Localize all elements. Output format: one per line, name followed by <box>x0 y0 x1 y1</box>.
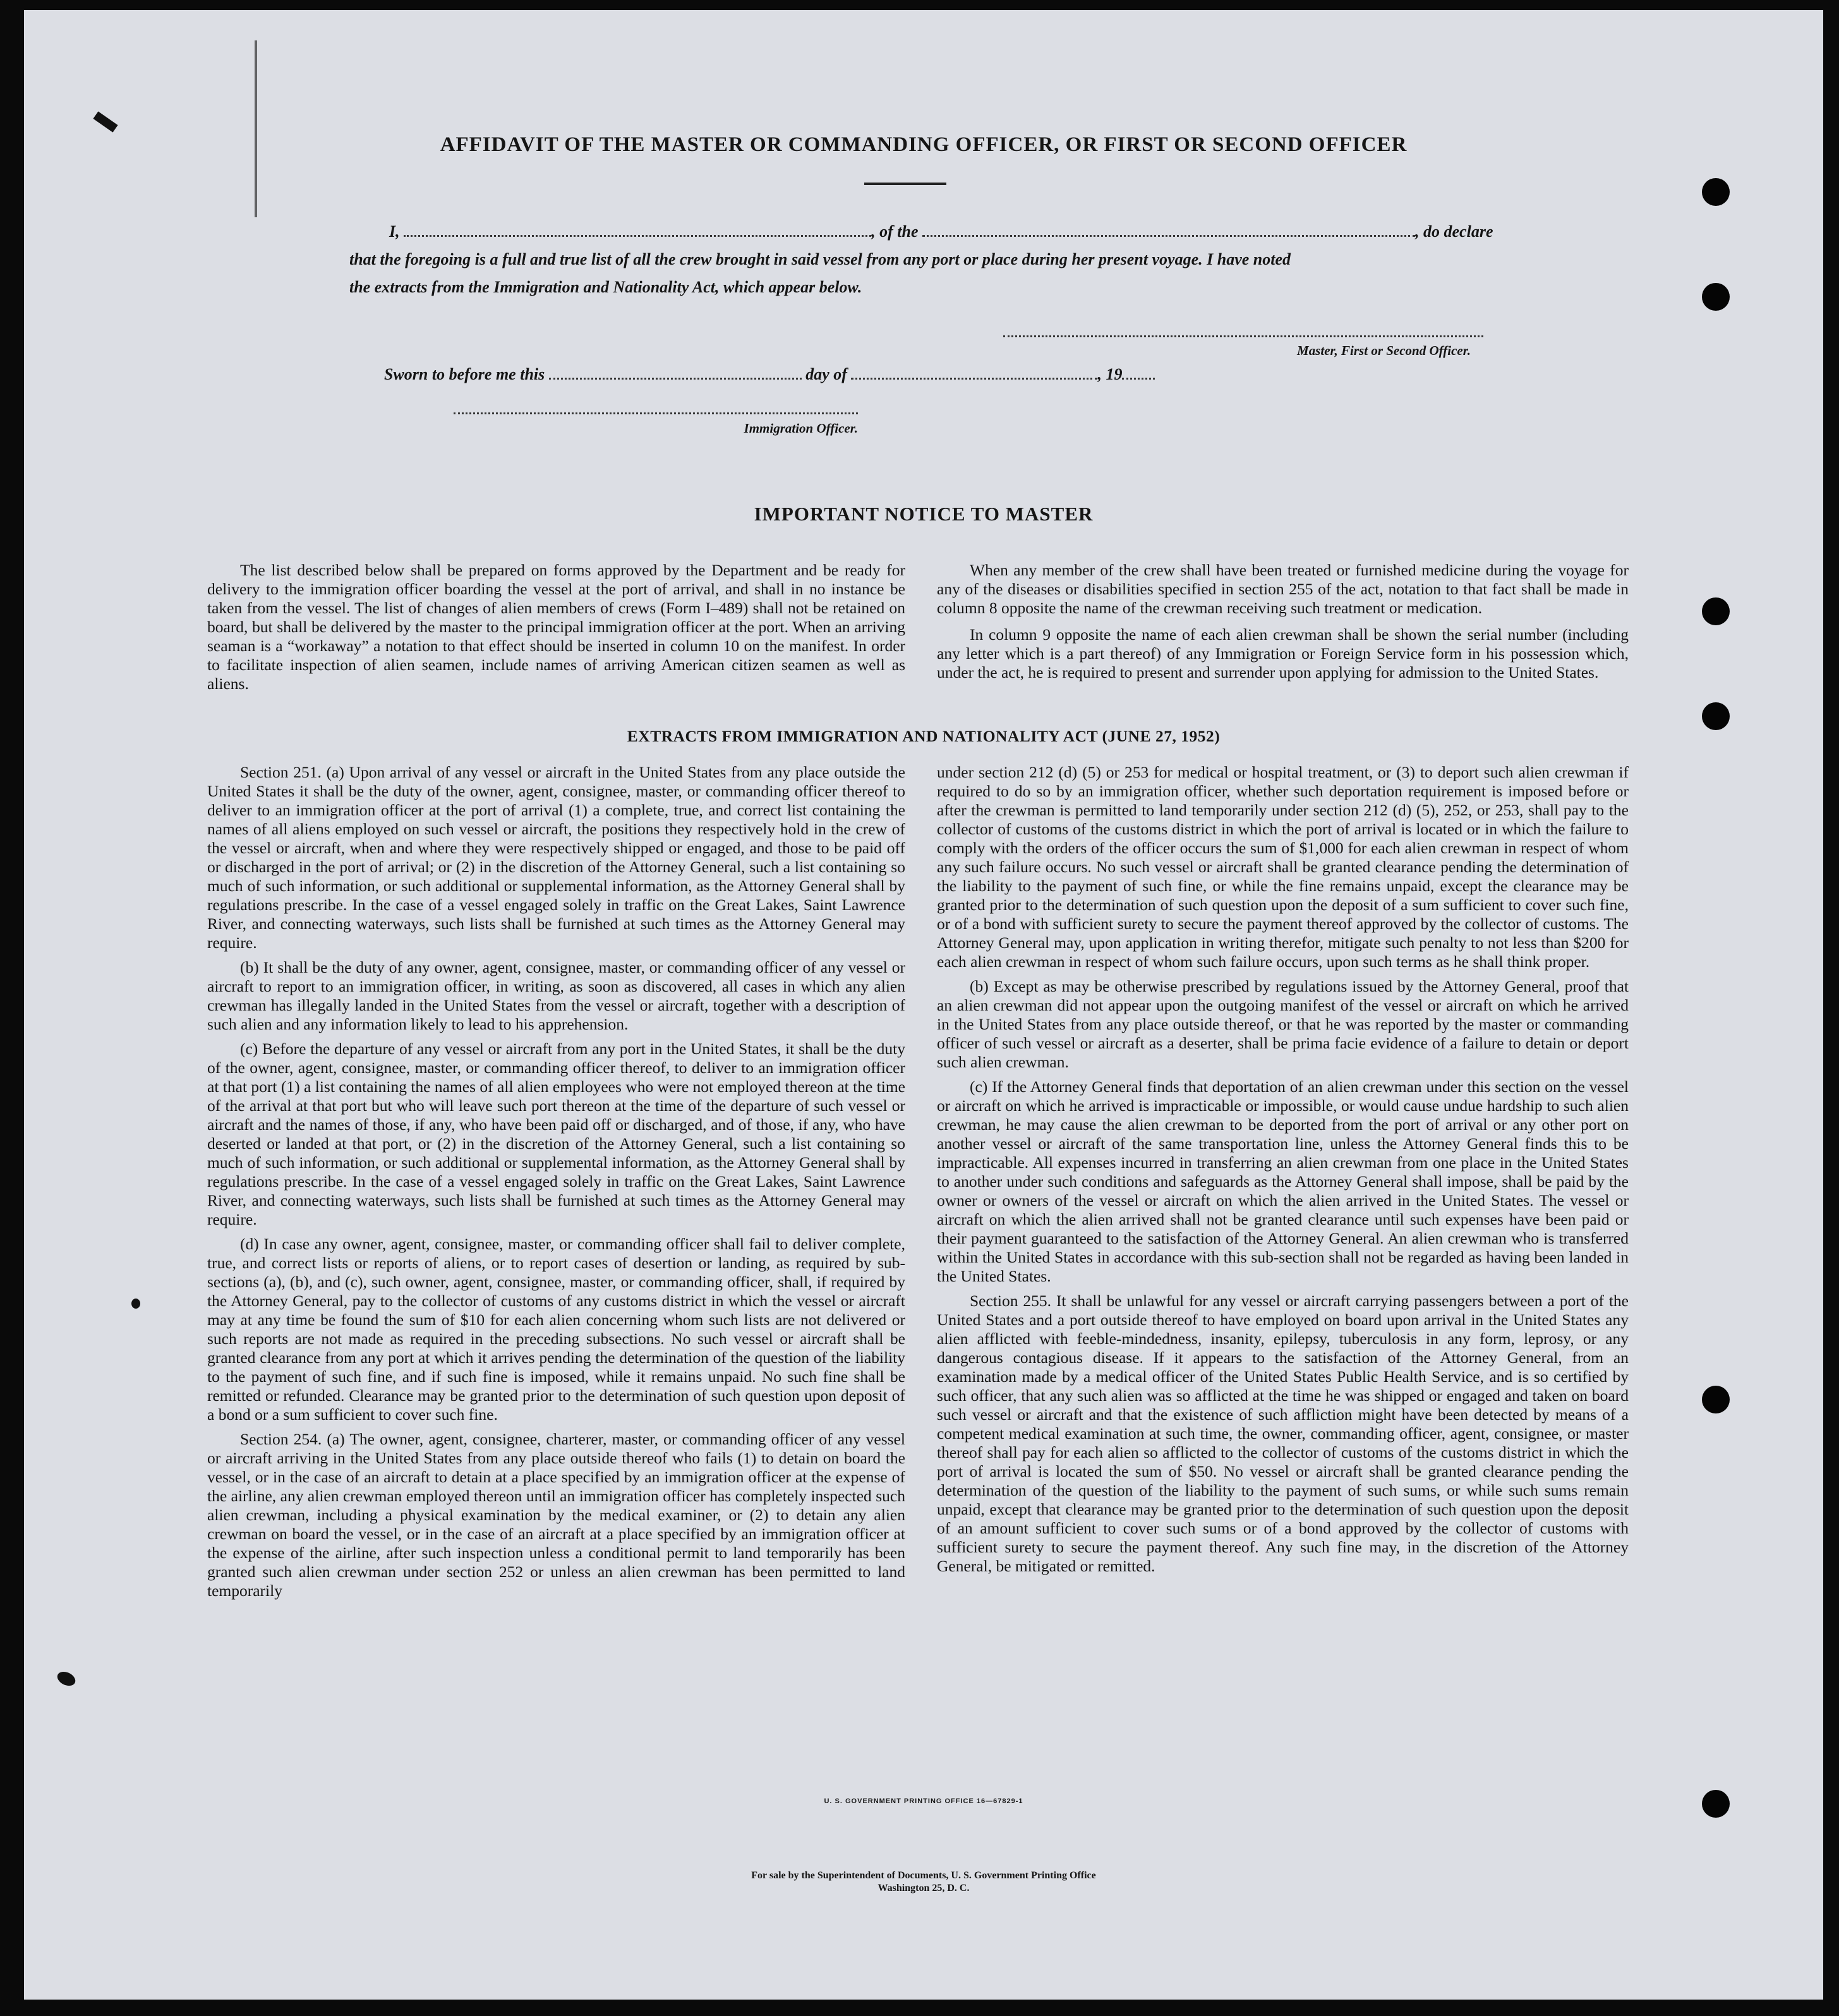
scan-mark-left-mid <box>131 1299 140 1309</box>
extracts-title: EXTRACTS FROM IMMIGRATION AND NATIONALITY ACT (JUNE 27, 1952) <box>627 727 1221 745</box>
punch-hole <box>1702 702 1730 730</box>
master-signature-label: Master, First or Second Officer. <box>1297 343 1471 358</box>
sale-notice: For sale by the Superintendent of Documents, U. S. Government Printing Office <box>751 1870 1096 1881</box>
sworn-year-prefix: , 19 <box>1097 365 1123 383</box>
extracts-left-column <box>207 763 905 1606</box>
section-paragraph: (c) Before the departure of any vessel or aircraft from any port in the United States, it shall be the duty of the owner, agent, consignee, master, or commanding officer thereof, to deliver to an immigration officer at that port (1) a list containing the names of all alien employees who were not employed thereon at the time of the arrival at that port but who will leave such port thereon at the time of the departure of such vessel or aircraft and the names of those, if any, who have been paid off or discharged, and of those, if any, who have deserted or landed at that port, or (2) in the discretion of the Attorney General, such a list containing so much of such information, or such additional or supplemental information, as the Attorney General shall by regulations prescribe. In the case of a vessel engaged solely in traffic on the Great Lakes, Saint Lawrence River, and connecting waterways, such lists shall be furnished at such times as the Attorney General may require. <box>207 1040 905 1228</box>
officer-signature-field[interactable] <box>454 412 858 414</box>
punch-hole <box>1702 283 1730 311</box>
punch-hole <box>1702 178 1730 206</box>
scan-mark-left-low <box>55 1669 78 1689</box>
notice-title: IMPORTANT NOTICE TO MASTER <box>754 503 1094 525</box>
master-name-field[interactable] <box>404 235 871 237</box>
punch-hole <box>1702 597 1730 625</box>
sworn-line <box>384 365 1155 384</box>
section-paragraph: (d) In case any owner, agent, consignee, master, or commanding officer shall fail to deliver complete, true, and correct lists or reports of aliens, or to report cases of desertion or landing, as required by sub-sections (a), (b), and (c), such owner, agent, consignee, master, or commanding officer, shall, if required by the Attorney General, pay to the collector of customs of any customs district in which the vessel or aircraft may at any time be found the sum of $10 for each alien concerning whom such lists are not delivered or such reports are not made as required in the preceding subsections. No such vessel or aircraft shall be granted clearance from any port at which it arrives pending the determination of the question of the liability to the payment of such fine, and if such fine is imposed, while it remains unpaid. No such fine shall be remitted or refunded. Clearance may be granted prior to the determination of such question upon deposit of a bond or a sum sufficient to cover such fine. <box>207 1235 905 1424</box>
gpo-imprint: U. S. GOVERNMENT PRINTING OFFICE 16—67829-1 <box>824 1797 1023 1805</box>
extracts-right-column <box>937 763 1629 1581</box>
declaration-of-the: , of the <box>871 222 919 241</box>
scan-mark-top-left <box>93 111 118 132</box>
title-divider <box>864 183 946 185</box>
declaration-line-3: the extracts from the Immigration and Nationality Act, which appear below. <box>349 278 862 296</box>
sale-notice-city: Washington 25, D. C. <box>877 1883 970 1893</box>
sworn-date-field[interactable] <box>549 378 802 380</box>
notice-paragraph: In column 9 opposite the name of each alien crewman shall be shown the serial number (including any letter which is a part thereof) of any Immigration or Foreign Service form in his possession which, under the act, he is required to present and surrender upon applying for admission to the United States. <box>937 625 1629 681</box>
notice-paragraph: The list described below shall be prepared on forms approved by the Department and be ready for delivery to the immigration officer boarding the vessel at the port of arrival, and shall in no instance be taken from the vessel. The list of changes of alien members of crews (Form I–489) shall not be retained on board, but shall be delivered by the master to the principal immigration officer at the port. When an arriving seaman is a “workaway” a notation to that effect should be inserted in column 10 on the manifest. In order to facilitate inspection of alien seamen, include names of arriving American citizen seamen as well as aliens. <box>207 561 905 693</box>
section-paragraph: Section 254. (a) The owner, agent, consignee, charterer, master, or commanding officer of any vessel or aircraft arriving in the United States from any place outside thereof who fails (1) to detain on board the vessel, or in the case of an aircraft to detain at a place specified by an immigration officer at the expense of the airline, any alien crewman employed thereon until an immigration officer has completely inspected such alien crewman, including a physical examination by the medical examiner, or (2) to detain any alien crewman on board the vessel, or in the case of an aircraft at a place specified by an immigration officer at the expense of the airline, after such inspection unless a conditional permit to land temporarily has been granted such alien crewman under section 252 or unless an alien crewman has been permitted to land temporarily <box>207 1430 905 1600</box>
punch-hole <box>1702 1386 1730 1413</box>
sworn-month-field[interactable] <box>851 378 1097 380</box>
section-paragraph: (c) If the Attorney General finds that deportation of an alien crewman under this section on the vessel or aircraft on which he arrived is impracticable or impossible, or would cause undue hardship to such alien crewman, he may cause the alien crewman to be deported from the port of arrival or any other port on another vessel or aircraft of the same transportation line, unless the Attorney General finds this to be impracticable. All expenses incurred in transferring an alien crewman from one place in the United States to another under such conditions and safeguards as the Attorney General shall impose, shall be paid by the owner or owners of the vessel or aircraft on which the alien arrived in the United States. The vessel or aircraft on which the alien arrived shall not be granted clearance until such expenses have been paid or their payment guaranteed to the satisfaction of the Attorney General. An alien crewman who is transferred within the United States in accordance with this sub-section shall not be regarded as having been landed in the United States. <box>937 1077 1629 1285</box>
notice-right-column <box>937 561 1629 682</box>
declaration-line-1 <box>389 222 1520 241</box>
sworn-day-of: day of <box>805 365 847 383</box>
declaration-i: I, <box>389 222 400 241</box>
affidavit-title: AFFIDAVIT OF THE MASTER OR COMMANDING OFFICER, OR FIRST OR SECOND OFFICER <box>440 133 1408 156</box>
declaration-line-2: that the foregoing is a full and true list of all the crew brought in said vessel from any port or place during her present voyage. I have noted <box>349 250 1291 268</box>
section-paragraph: Section 255. It shall be unlawful for any vessel or aircraft carrying passengers between a port of the United States and a port outside thereof to have employed on board upon arrival in the United States any alien afflicted with feeble-mindedness, insanity, epilepsy, tuberculosis in any form, leprosy, or any dangerous contagious disease. If it appears to the satisfaction of the Attorney General, from an examination made by a medical officer of the United States Public Health Service, and is so certified by such officer, that any such alien was so afflicted at the time he was shipped or engaged and taken on board such vessel or aircraft and that the existence of such affliction might have been detected by means of a competent medical examination at such time, the owner, commanding officer, agent, consignee, or master thereof shall pay for each alien so afflicted to the collector of customs of the customs district in which the port of arrival is located the sum of $50. No vessel or aircraft shall be granted clearance pending the determination of the question of the liability to the payment of such sums, or while such sums remain unpaid, except that clearance may be granted prior to the determination of such question upon the deposit of an amount sufficient to cover such sums or of a bond approved by the collector of customs with sufficient surety to secure the payment thereof. Any such fine may, in the discretion of the Attorney General, be mitigated or remitted. <box>937 1292 1629 1575</box>
scan-mark-left-edge <box>255 40 257 217</box>
section-paragraph: (b) It shall be the duty of any owner, agent, consignee, master, or commanding officer of any vessel or aircraft to report to an immigration officer, in writing, as soon as discovered, all cases in which any alien crewman has illegally landed in the United States from the vessel or aircraft, together with a description of such alien and any information likely to lead to his apprehension. <box>207 958 905 1033</box>
notice-left-column <box>207 561 905 693</box>
section-paragraph: (b) Except as may be otherwise prescribed by regulations issued by the Attorney General, proof that an alien crewman did not appear upon the outgoing manifest of the vessel or aircraft on which he arrived in the United States from any place outside thereof, or that he was reported by the master or commanding officer of such vessel or aircraft as a deserter, shall be prima facie evidence of a failure to detain or deport such alien crewman. <box>937 977 1629 1071</box>
declaration-do-declare: , do declare <box>1415 222 1493 241</box>
master-signature-field[interactable] <box>1003 335 1483 337</box>
section-paragraph: Section 251. (a) Upon arrival of any vessel or aircraft in the United States from any place outside the United States it shall be the duty of the owner, agent, consignee, master, or commanding officer thereof to deliver to an immigration officer at the port of arrival (1) a complete, true, and correct list containing the names of all aliens employed on such vessel or aircraft, the positions they respectively hold in the crew of the vessel or aircraft, when and where they were respectively shipped or engaged, and those to be paid off or discharged in the port of arrival; or (2) in the discretion of the Attorney General, such a list containing so much of such information, or such additional or supplemental information, as the Attorney General shall by regulations prescribe. In the case of a vessel engaged solely in traffic on the Great Lakes, Saint Lawrence River, and connecting waterways, such lists shall be furnished at such times as the Attorney General may require. <box>207 763 905 952</box>
vessel-name-field[interactable] <box>922 235 1415 237</box>
section-paragraph: under section 212 (d) (5) or 253 for medical or hospital treatment, or (3) to deport such alien crewman if required to do so by an immigration officer, whether such deportation requirement is imposed before or after the crewman is permitted to land temporarily under section 212 (d) (5), 252, or 253, shall pay to the collector of customs of the customs district in which the port of arrival is located or in which the failure to comply with the orders of the officer occurs the sum of $1,000 for each alien crewman in respect of whom any such failure occurs. No such vessel or aircraft shall be granted clearance pending the determination of the liability to the payment of such fine, or while the fine remains unpaid, except the clearance may be granted prior to the determination of such question upon the deposit of a sum sufficient to cover such fine, or of a bond with sufficient surety to secure the payment thereof approved by the collector of customs. The Attorney General may, upon application in writing therefor, mitigate such penalty to not less than $200 for each alien crewman in respect of whom such failure occurs, upon such terms as he shall think proper. <box>937 763 1629 971</box>
sworn-prefix: Sworn to before me this <box>384 365 545 383</box>
officer-signature-label: Immigration Officer. <box>744 421 858 436</box>
notice-paragraph: When any member of the crew shall have been treated or furnished medicine during the voyage for any of the diseases or disabilities specified in section 255 of the act, notation to that fact shall be made in column 8 opposite the name of the crewman receiving such treatment or medication. <box>937 561 1629 617</box>
document-page <box>24 10 1823 2000</box>
sworn-year-field[interactable] <box>1122 378 1155 380</box>
